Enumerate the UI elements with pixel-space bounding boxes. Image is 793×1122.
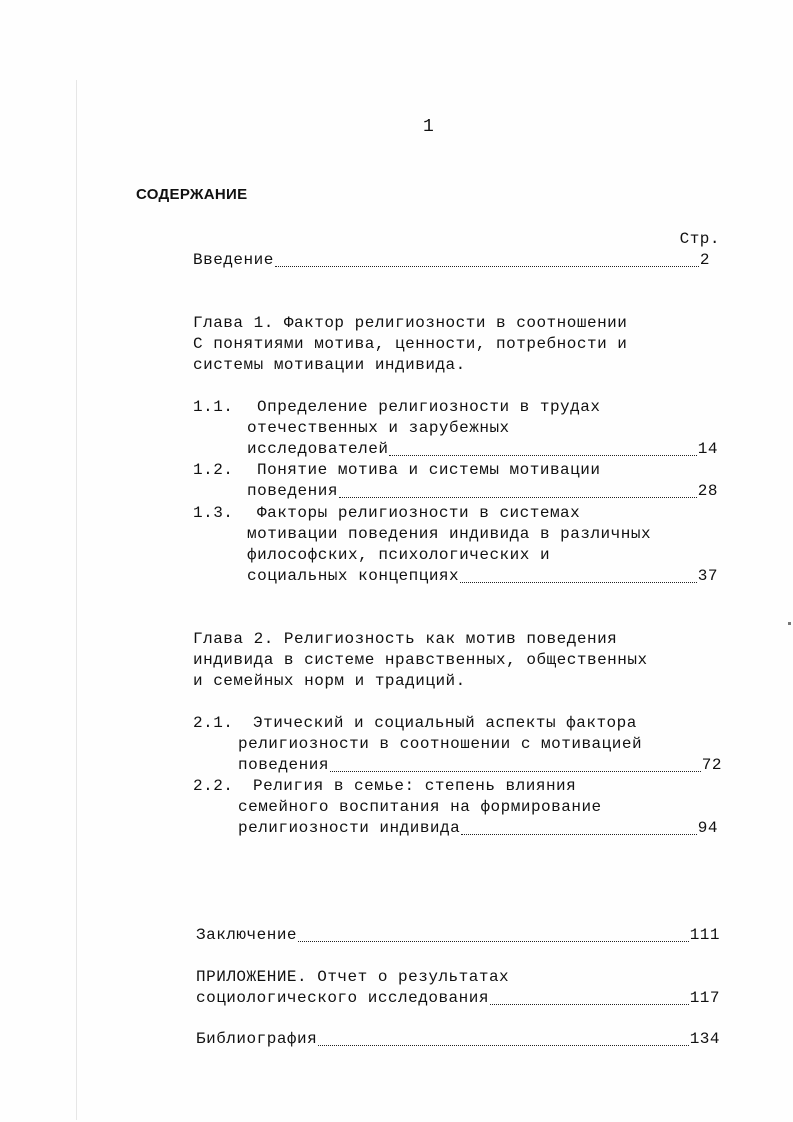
section-title-line: мотивации поведения индивида в различных xyxy=(247,525,652,543)
chapter1-title-line: Глава 1. Фактор религиозности в соотношении xyxy=(193,314,628,332)
section-title-line: отечественных и зарубежных xyxy=(247,419,510,437)
dot-leader xyxy=(330,771,701,772)
dot-leader xyxy=(460,582,697,583)
toc-entry-label: Заключение xyxy=(196,926,298,944)
dot-leader xyxy=(490,1004,689,1005)
toc-entry-page: 72 xyxy=(701,756,722,774)
chapter2-title-line: индивида в системе нравственных, общественных xyxy=(193,651,648,669)
toc-entry-page: 37 xyxy=(697,567,718,585)
toc-entry-1-1 xyxy=(247,439,718,460)
section-title-line: религиозности в соотношении с мотивацией xyxy=(238,735,643,753)
toc-entry-page: 14 xyxy=(697,440,718,458)
toc-entry-label: Введение xyxy=(193,251,274,269)
chapter2-title-line: Глава 2. Религиозность как мотив поведения xyxy=(193,630,618,648)
dot-leader xyxy=(389,455,696,456)
toc-entry-label: социальных концепциях xyxy=(247,567,460,585)
toc-entry-bibliography xyxy=(196,1029,720,1050)
page-column-label: Стр. xyxy=(679,230,720,248)
section-title-line: Факторы религиозности в системах xyxy=(257,504,581,522)
chapter1-title-line: С понятиями мотива, ценности, потребности и xyxy=(193,335,628,353)
toc-entry-conclusion xyxy=(196,925,720,946)
section-number: 2.1. xyxy=(193,714,234,732)
chapter2-title-line: и семейных норм и традиций. xyxy=(193,672,466,690)
toc-entry-page: 134 xyxy=(689,1030,720,1048)
toc-entry-label: религиозности индивида xyxy=(238,819,461,837)
chapter1-title-line: системы мотивации индивида. xyxy=(193,356,466,374)
dot-leader xyxy=(298,941,689,942)
toc-entry-label: исследователей xyxy=(247,440,389,458)
toc-entry-page: 111 xyxy=(689,926,720,944)
toc-entry-1-3 xyxy=(247,566,718,587)
dot-leader xyxy=(461,834,697,835)
dot-leader xyxy=(275,266,699,267)
toc-entry-label: социологического исследования xyxy=(196,989,489,1007)
section-title-line: Понятие мотива и системы мотивации xyxy=(257,461,601,479)
section-number: 1.2. xyxy=(193,461,234,479)
page-number: 1 xyxy=(423,117,435,137)
toc-entry-page: 117 xyxy=(689,989,720,1007)
toc-entry-label: поведения xyxy=(238,756,329,774)
dot-leader xyxy=(339,497,697,498)
toc-entry-page: 2 xyxy=(699,251,710,269)
section-number: 1.3. xyxy=(193,504,234,522)
toc-entry-1-2 xyxy=(247,481,718,502)
dot-leader xyxy=(318,1045,688,1046)
section-number: 2.2. xyxy=(193,777,234,795)
appendix-title-line: ПРИЛОЖЕНИЕ. Отчет о результатах xyxy=(196,968,510,986)
section-title-line: Этический и социальный аспекты фактора xyxy=(253,714,637,732)
toc-entry-intro xyxy=(193,250,710,271)
section-title-line: семейного воспитания на формирование xyxy=(238,798,602,816)
toc-entry-page: 28 xyxy=(697,482,718,500)
section-title-line: Религия в семье: степень влияния xyxy=(253,777,577,795)
toc-entry-label: Библиография xyxy=(196,1030,318,1048)
toc-entry-2-1 xyxy=(238,755,722,776)
toc-entry-page: 94 xyxy=(697,819,718,837)
toc-entry-2-2 xyxy=(238,818,718,839)
scan-edge-line xyxy=(76,80,77,1120)
toc-entry-appendix xyxy=(196,988,720,1009)
section-title-line: философских, психологических и xyxy=(247,546,551,564)
section-number: 1.1. xyxy=(193,398,234,416)
toc-heading: СОДЕРЖАНИЕ xyxy=(136,186,248,203)
section-title-line: Определение религиозности в трудах xyxy=(257,398,601,416)
toc-entry-label: поведения xyxy=(247,482,338,500)
scan-speck xyxy=(788,622,791,625)
